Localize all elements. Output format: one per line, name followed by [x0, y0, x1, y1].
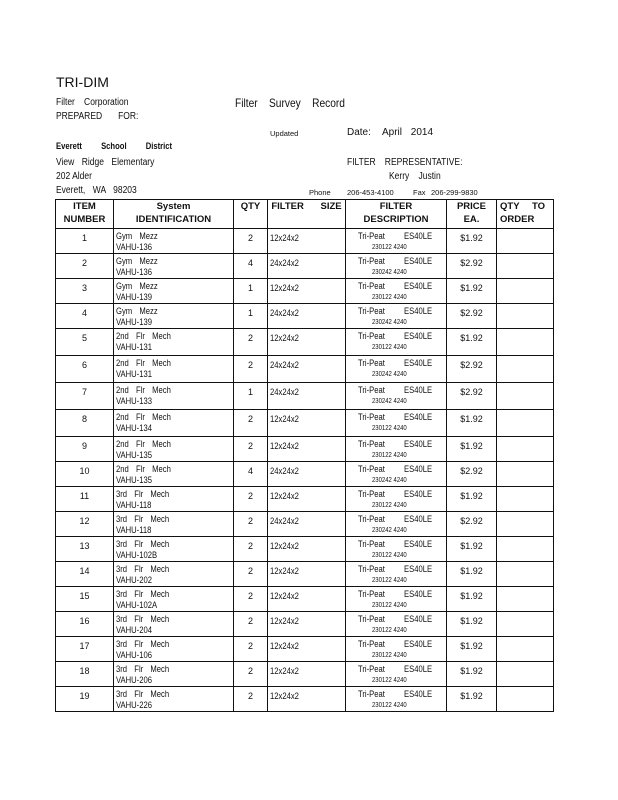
item-number-cell: 4: [56, 304, 114, 329]
qty-cell: 2: [234, 662, 268, 687]
system-unit-id: VAHU-202: [116, 575, 153, 585]
system-unit-id: VAHU-102A: [116, 600, 158, 610]
rep-name: Kerry Justin: [389, 171, 441, 182]
filter-model: ES40LE: [403, 385, 432, 395]
table-header-row: [56, 200, 554, 229]
filter-size-cell: 12x24x2: [268, 662, 346, 687]
system-location: 3rd Flr Mech: [116, 689, 170, 699]
filter-size-cell: 12x24x2: [268, 410, 346, 437]
qty-to-order-cell[interactable]: [497, 254, 554, 279]
table-row: [56, 254, 554, 279]
system-location: 3rd Flr Mech: [116, 589, 170, 599]
filter-description-cell: [346, 687, 447, 712]
price-each-cell: $1.92: [447, 329, 497, 356]
qty-cell: 1: [234, 279, 268, 304]
system-unit-id: VAHU-204: [116, 625, 153, 635]
system-location: 3rd Flr Mech: [116, 489, 170, 499]
item-number-cell: 6: [56, 356, 114, 383]
system-location: 3rd Flr Mech: [116, 564, 170, 574]
price-each-cell: $2.92: [447, 462, 497, 487]
filter-code: 230242 4240: [372, 527, 407, 534]
table-row: [56, 537, 554, 562]
table-row: [56, 512, 554, 537]
filter-model: ES40LE: [403, 464, 432, 474]
filter-code: 230122 4240: [372, 294, 407, 301]
record-title: Filter Survey Record: [235, 96, 345, 110]
table-row: [56, 437, 554, 462]
system-identification-cell: [114, 637, 234, 662]
item-number-cell: 11: [56, 487, 114, 512]
filter-code: 230122 4240: [372, 502, 407, 509]
system-unit-id: VAHU-139: [116, 317, 153, 327]
filter-code: 230122 4240: [372, 425, 407, 432]
fax-value: 206-299-9830: [431, 188, 478, 197]
filter-size-cell: 12x24x2: [268, 637, 346, 662]
price-each-cell: $1.92: [447, 437, 497, 462]
system-location: 2nd Flr Mech: [116, 358, 171, 368]
qty-to-order-cell[interactable]: [497, 587, 554, 612]
header-price-each: PRICE EA.: [447, 200, 497, 229]
item-number-cell: 3: [56, 279, 114, 304]
table-row: [56, 329, 554, 356]
qty-cell: 2: [234, 512, 268, 537]
qty-to-order-cell[interactable]: [497, 356, 554, 383]
qty-to-order-cell[interactable]: [497, 383, 554, 410]
filter-description-cell: [346, 254, 447, 279]
filter-model: ES40LE: [403, 639, 432, 649]
filter-brand: Tri-Peat: [358, 689, 385, 699]
price-each-cell: $1.92: [447, 229, 497, 254]
address-line: 202 Alder: [56, 171, 92, 182]
filter-model: ES40LE: [403, 689, 432, 699]
price-each-cell: $1.92: [447, 637, 497, 662]
system-unit-id: VAHU-136: [116, 267, 153, 277]
system-location: 2nd Flr Mech: [116, 331, 171, 341]
filter-code: 230242 4240: [372, 477, 407, 484]
school-name: View Ridge Elementary: [56, 157, 155, 168]
filter-code: 230122 4240: [372, 677, 407, 684]
filter-description-cell: [346, 512, 447, 537]
filter-model: ES40LE: [403, 412, 432, 422]
price-each-cell: $1.92: [447, 662, 497, 687]
system-location: 3rd Flr Mech: [116, 639, 170, 649]
filter-description-cell: [346, 587, 447, 612]
filter-brand: Tri-Peat: [358, 664, 385, 674]
qty-to-order-cell[interactable]: [497, 462, 554, 487]
system-location: Gym Mezz: [116, 256, 158, 266]
system-location: 2nd Flr Mech: [116, 439, 171, 449]
table-row: [56, 487, 554, 512]
system-location: 2nd Flr Mech: [116, 464, 171, 474]
table-row: [56, 637, 554, 662]
price-each-cell: $2.92: [447, 304, 497, 329]
system-identification-cell: [114, 383, 234, 410]
filter-model: ES40LE: [403, 539, 432, 549]
item-number-cell: 16: [56, 612, 114, 637]
qty-to-order-cell[interactable]: [497, 512, 554, 537]
filter-brand: Tri-Peat: [358, 281, 385, 291]
price-each-cell: $1.92: [447, 612, 497, 637]
price-each-cell: $2.92: [447, 254, 497, 279]
qty-cell: 1: [234, 383, 268, 410]
system-identification-cell: [114, 410, 234, 437]
qty-cell: 2: [234, 437, 268, 462]
filter-description-cell: [346, 304, 447, 329]
filter-description-cell: [346, 410, 447, 437]
system-unit-id: VAHU-118: [116, 500, 152, 510]
table-row: [56, 612, 554, 637]
filter-description-cell: [346, 356, 447, 383]
filter-brand: Tri-Peat: [358, 256, 385, 266]
item-number-cell: 2: [56, 254, 114, 279]
system-location: 2nd Flr Mech: [116, 385, 171, 395]
system-identification-cell: [114, 512, 234, 537]
system-location: 3rd Flr Mech: [116, 514, 170, 524]
system-identification-cell: [114, 687, 234, 712]
filter-description-cell: [346, 637, 447, 662]
filter-code: 230122 4240: [372, 652, 407, 659]
system-unit-id: VAHU-136: [116, 242, 153, 252]
filter-code: 230242 4240: [372, 269, 407, 276]
filter-description-cell: [346, 562, 447, 587]
filter-brand: Tri-Peat: [358, 358, 385, 368]
filter-size-cell: 24x24x2: [268, 383, 346, 410]
item-number-cell: 10: [56, 462, 114, 487]
qty-cell: 2: [234, 487, 268, 512]
filter-description-cell: [346, 329, 447, 356]
filter-brand: Tri-Peat: [358, 439, 385, 449]
system-location: 3rd Flr Mech: [116, 614, 170, 624]
price-each-cell: $1.92: [447, 410, 497, 437]
qty-cell: 4: [234, 462, 268, 487]
header-item-number: ITEM NUMBER: [56, 200, 114, 229]
filter-size-cell: 12x24x2: [268, 487, 346, 512]
filter-model: ES40LE: [403, 358, 432, 368]
filter-brand: Tri-Peat: [358, 412, 385, 422]
updated-label: Updated: [270, 129, 299, 138]
system-location: Gym Mezz: [116, 231, 158, 241]
price-each-cell: $1.92: [447, 279, 497, 304]
system-unit-id: VAHU-226: [116, 700, 153, 710]
qty-cell: 1: [234, 304, 268, 329]
system-location: 3rd Flr Mech: [116, 539, 170, 549]
qty-cell: 2: [234, 329, 268, 356]
table-row: [56, 279, 554, 304]
item-number-cell: 13: [56, 537, 114, 562]
filter-size-cell: 12x24x2: [268, 587, 346, 612]
filter-brand: Tri-Peat: [358, 639, 385, 649]
filter-brand: Tri-Peat: [358, 489, 385, 499]
filter-brand: Tri-Peat: [358, 464, 385, 474]
item-number-cell: 19: [56, 687, 114, 712]
filter-code: 230122 4240: [372, 452, 407, 459]
filter-size-cell: 12x24x2: [268, 437, 346, 462]
filter-model: ES40LE: [403, 281, 432, 291]
item-number-cell: 12: [56, 512, 114, 537]
filter-brand: Tri-Peat: [358, 514, 385, 524]
filter-description-cell: [346, 487, 447, 512]
filter-size-cell: 24x24x2: [268, 462, 346, 487]
item-number-cell: 1: [56, 229, 114, 254]
item-number-cell: 7: [56, 383, 114, 410]
company-title: TRI-DIM: [56, 74, 109, 90]
system-identification-cell: [114, 254, 234, 279]
filter-model: ES40LE: [403, 589, 432, 599]
filter-size-cell: 12x24x2: [268, 687, 346, 712]
qty-to-order-cell[interactable]: [497, 612, 554, 637]
filter-model: ES40LE: [403, 306, 432, 316]
filter-model: ES40LE: [403, 489, 432, 499]
filter-code: 230122 4240: [372, 627, 407, 634]
qty-to-order-cell[interactable]: [497, 687, 554, 712]
filter-model: ES40LE: [403, 439, 432, 449]
filter-size-cell: 24x24x2: [268, 304, 346, 329]
filter-code: 230242 4240: [372, 398, 407, 405]
price-each-cell: $2.92: [447, 383, 497, 410]
filter-code: 230122 4240: [372, 244, 407, 251]
qty-cell: 2: [234, 687, 268, 712]
system-location: 3rd Flr Mech: [116, 664, 170, 674]
filter-rep-label: FILTER REPRESENTATIVE:: [347, 157, 463, 168]
price-each-cell: $1.92: [447, 537, 497, 562]
header-qty-to-order: QTY TO ORDER: [497, 200, 554, 229]
table-row: [56, 687, 554, 712]
qty-to-order-cell[interactable]: [497, 304, 554, 329]
system-unit-id: VAHU-133: [116, 396, 153, 406]
system-unit-id: VAHU-139: [116, 292, 153, 302]
table-row: [56, 587, 554, 612]
system-unit-id: VAHU-206: [116, 675, 153, 685]
table-row: [56, 562, 554, 587]
filter-brand: Tri-Peat: [358, 231, 385, 241]
qty-to-order-cell[interactable]: [497, 437, 554, 462]
table-row: [56, 229, 554, 254]
header-system-identification: System IDENTIFICATION: [114, 200, 234, 229]
filter-description-cell: [346, 229, 447, 254]
filter-size-cell: 12x24x2: [268, 612, 346, 637]
date-value: April 2014: [382, 127, 434, 138]
filter-description-cell: [346, 612, 447, 637]
filter-survey-table: [55, 199, 554, 712]
item-number-cell: 9: [56, 437, 114, 462]
system-unit-id: VAHU-135: [116, 450, 153, 460]
filter-code: 230242 4240: [372, 319, 407, 326]
system-unit-id: VAHU-118: [116, 525, 152, 535]
system-identification-cell: [114, 562, 234, 587]
filter-description-cell: [346, 537, 447, 562]
price-each-cell: $2.92: [447, 356, 497, 383]
table-row: [56, 662, 554, 687]
filter-brand: Tri-Peat: [358, 564, 385, 574]
filter-brand: Tri-Peat: [358, 331, 385, 341]
filter-size-cell: 12x24x2: [268, 329, 346, 356]
system-unit-id: VAHU-106: [116, 650, 153, 660]
system-unit-id: VAHU-102B: [116, 550, 158, 560]
filter-code: 230122 4240: [372, 344, 407, 351]
filter-model: ES40LE: [403, 256, 432, 266]
system-identification-cell: [114, 587, 234, 612]
district-name: Everett School District: [56, 141, 173, 151]
qty-to-order-cell[interactable]: [497, 562, 554, 587]
qty-to-order-cell[interactable]: [497, 537, 554, 562]
qty-cell: 2: [234, 410, 268, 437]
filter-brand: Tri-Peat: [358, 539, 385, 549]
fax-label: Fax: [413, 188, 426, 197]
filter-size-cell: 24x24x2: [268, 512, 346, 537]
filter-model: ES40LE: [403, 664, 432, 674]
table-row: [56, 462, 554, 487]
filter-size-cell: 12x24x2: [268, 279, 346, 304]
system-identification-cell: [114, 437, 234, 462]
qty-to-order-cell[interactable]: [497, 229, 554, 254]
item-number-cell: 8: [56, 410, 114, 437]
system-identification-cell: [114, 356, 234, 383]
system-identification-cell: [114, 229, 234, 254]
system-unit-id: VAHU-131: [116, 342, 153, 352]
filter-description-cell: [346, 383, 447, 410]
price-each-cell: $1.92: [447, 587, 497, 612]
filter-code: 230242 4240: [372, 371, 407, 378]
filter-brand: Tri-Peat: [358, 614, 385, 624]
qty-cell: 2: [234, 587, 268, 612]
filter-size-cell: 12x24x2: [268, 229, 346, 254]
item-number-cell: 5: [56, 329, 114, 356]
item-number-cell: 14: [56, 562, 114, 587]
prepared-for-label: PREPARED FOR:: [56, 111, 139, 122]
filter-brand: Tri-Peat: [358, 589, 385, 599]
filter-brand: Tri-Peat: [358, 306, 385, 316]
filter-description-cell: [346, 462, 447, 487]
system-identification-cell: [114, 462, 234, 487]
system-identification-cell: [114, 612, 234, 637]
system-identification-cell: [114, 487, 234, 512]
qty-to-order-cell[interactable]: [497, 662, 554, 687]
system-unit-id: VAHU-134: [116, 423, 153, 433]
qty-cell: 2: [234, 229, 268, 254]
qty-cell: 2: [234, 356, 268, 383]
qty-to-order-cell[interactable]: [497, 487, 554, 512]
table-row: [56, 356, 554, 383]
system-identification-cell: [114, 329, 234, 356]
qty-to-order-cell[interactable]: [497, 410, 554, 437]
item-number-cell: 18: [56, 662, 114, 687]
price-each-cell: $1.92: [447, 687, 497, 712]
date-label: Date:: [347, 127, 371, 138]
qty-to-order-cell[interactable]: [497, 329, 554, 356]
header-filter-description: FILTER DESCRIPTION: [346, 200, 447, 229]
system-unit-id: VAHU-135: [116, 475, 153, 485]
qty-cell: 2: [234, 612, 268, 637]
item-number-cell: 15: [56, 587, 114, 612]
system-location: Gym Mezz: [116, 281, 158, 291]
system-identification-cell: [114, 662, 234, 687]
price-each-cell: $1.92: [447, 487, 497, 512]
table-row: [56, 383, 554, 410]
phone-value: 206-453-4100: [347, 188, 394, 197]
header-filter-size: FILTER SIZE: [268, 200, 346, 229]
filter-size-cell: 12x24x2: [268, 537, 346, 562]
header-qty: QTY: [234, 200, 268, 229]
filter-description-cell: [346, 662, 447, 687]
system-identification-cell: [114, 304, 234, 329]
table-row: [56, 304, 554, 329]
qty-cell: 2: [234, 537, 268, 562]
filter-code: 230122 4240: [372, 577, 407, 584]
company-name: Filter Corporation: [56, 97, 129, 108]
filter-model: ES40LE: [403, 614, 432, 624]
filter-size-cell: 24x24x2: [268, 254, 346, 279]
filter-code: 230122 4240: [372, 552, 407, 559]
filter-model: ES40LE: [403, 514, 432, 524]
qty-to-order-cell[interactable]: [497, 279, 554, 304]
qty-cell: 2: [234, 637, 268, 662]
item-number-cell: 17: [56, 637, 114, 662]
system-identification-cell: [114, 537, 234, 562]
phone-label: Phone: [309, 188, 331, 197]
qty-cell: 2: [234, 562, 268, 587]
qty-to-order-cell[interactable]: [497, 637, 554, 662]
price-each-cell: $2.92: [447, 512, 497, 537]
city-line: Everett, WA 98203: [56, 185, 137, 196]
filter-model: ES40LE: [403, 331, 432, 341]
price-each-cell: $1.92: [447, 562, 497, 587]
filter-model: ES40LE: [403, 231, 432, 241]
system-unit-id: VAHU-131: [116, 369, 153, 379]
system-location: 2nd Flr Mech: [116, 412, 171, 422]
filter-code: 230122 4240: [372, 702, 407, 709]
filter-brand: Tri-Peat: [358, 385, 385, 395]
filter-description-cell: [346, 437, 447, 462]
system-location: Gym Mezz: [116, 306, 158, 316]
table-row: [56, 410, 554, 437]
filter-model: ES40LE: [403, 564, 432, 574]
filter-description-cell: [346, 279, 447, 304]
qty-cell: 4: [234, 254, 268, 279]
filter-code: 230122 4240: [372, 602, 407, 609]
filter-size-cell: 12x24x2: [268, 562, 346, 587]
filter-size-cell: 24x24x2: [268, 356, 346, 383]
system-identification-cell: [114, 279, 234, 304]
